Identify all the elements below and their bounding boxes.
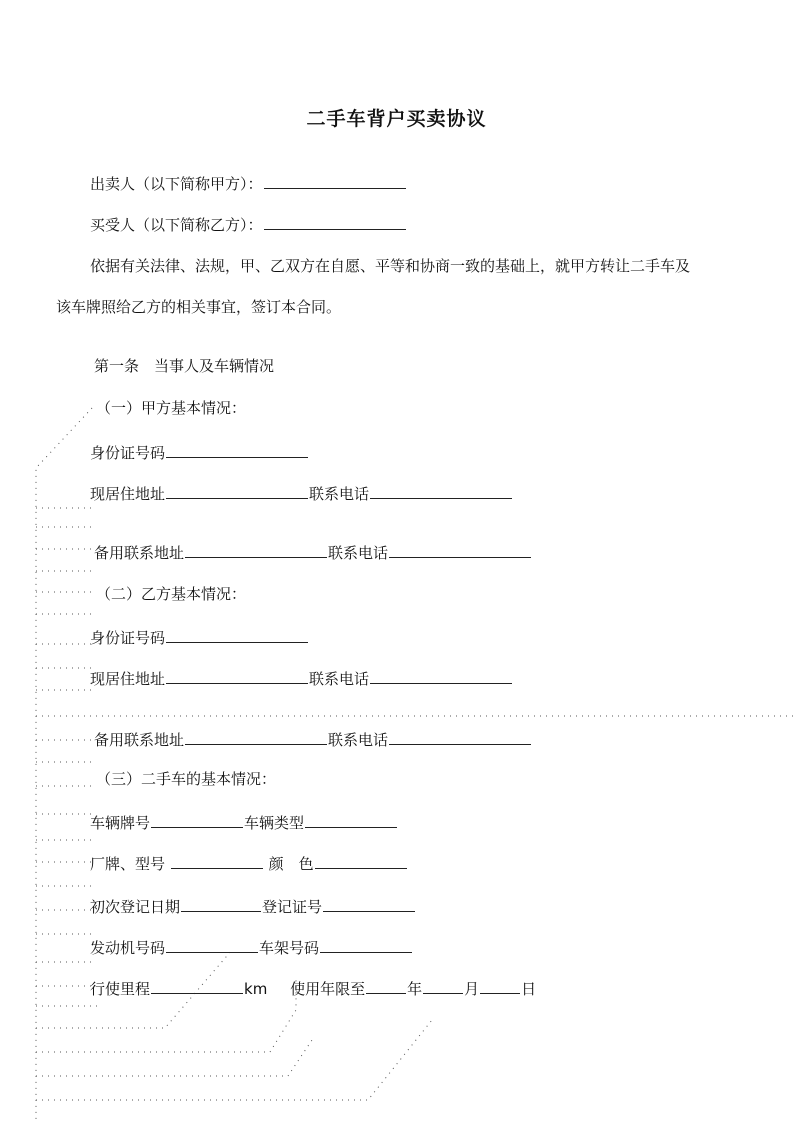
vehicle-frame-blank <box>320 936 412 953</box>
vehicle-type-blank <box>305 811 397 828</box>
party-a-id-label: 身份证号码 <box>90 444 166 462</box>
vehicle-brand-label: 厂牌、型号 <box>90 855 166 873</box>
vehicle-reg-date-label: 初次登记日期 <box>90 898 181 916</box>
usage-year-label: 年 <box>407 980 423 998</box>
usage-day-blank <box>480 977 520 994</box>
party-a-alt-address-label: 备用联系地址 <box>94 544 185 562</box>
party-b-address-blank <box>166 667 308 684</box>
intro-line-2: 该车牌照给乙方的相关事宜，签订本合同。 <box>56 298 342 316</box>
party-b-alt-phone-blank <box>389 728 531 745</box>
vehicle-engine-line <box>90 936 413 958</box>
usage-month-label: 月 <box>464 980 480 998</box>
vehicle-brand-blank <box>171 852 263 869</box>
vehicle-reg-cert-blank <box>323 895 415 912</box>
buyer-blank <box>264 213 406 230</box>
seller-line <box>90 172 407 194</box>
buyer-label: 买受人（以下简称乙方）： <box>90 216 263 234</box>
party-b-id-line <box>90 626 309 648</box>
party-a-address-line <box>90 482 513 504</box>
vehicle-mileage-unit: km <box>244 980 268 998</box>
vehicle-reg-line <box>90 895 416 917</box>
buyer-line <box>90 213 407 235</box>
seller-label: 出卖人（以下简称甲方）： <box>90 175 263 193</box>
vehicle-heading: （三）二手车的基本情况： <box>96 770 277 788</box>
party-a-alt-phone-blank <box>389 541 531 558</box>
vehicle-engine-blank <box>166 936 258 953</box>
intro-line-1: 依据有关法律、法规，甲、乙双方在自愿、平等和协商一致的基础上，就甲方转让二手车及 <box>90 257 691 275</box>
party-a-alt-phone-label: 联系电话 <box>328 544 389 562</box>
vehicle-mileage-blank <box>151 977 243 994</box>
party-b-heading: （二）乙方基本情况： <box>96 585 247 603</box>
seller-blank <box>264 172 406 189</box>
usage-day-label: 日 <box>521 980 537 998</box>
party-a-phone-label: 联系电话 <box>309 485 370 503</box>
party-b-address-line <box>90 667 513 689</box>
vehicle-reg-date-blank <box>181 895 261 912</box>
vehicle-type-label: 车辆类型 <box>244 814 305 832</box>
vehicle-brand-line <box>90 852 408 874</box>
party-a-address-label: 现居住地址 <box>90 485 166 503</box>
vehicle-plate-blank <box>151 811 243 828</box>
party-b-id-label: 身份证号码 <box>90 629 166 647</box>
party-b-phone-label: 联系电话 <box>309 670 370 688</box>
document-title: 二手车背户买卖协议 <box>306 108 487 130</box>
party-b-address-label: 现居住地址 <box>90 670 166 688</box>
vehicle-frame-label: 车架号码 <box>259 939 320 957</box>
vehicle-plate-label: 车辆牌号 <box>90 814 151 832</box>
vehicle-reg-cert-label: 登记证号 <box>262 898 323 916</box>
vehicle-color-label: 颜 色 <box>268 855 314 873</box>
party-b-id-blank <box>166 626 308 643</box>
article-1-heading: 第一条 当事人及车辆情况 <box>94 357 275 375</box>
party-a-id-line <box>90 441 309 463</box>
vehicle-color-blank <box>315 852 407 869</box>
party-a-phone-blank <box>370 482 512 499</box>
party-a-alt-address-line <box>94 541 532 563</box>
party-a-alt-address-blank <box>185 541 327 558</box>
vehicle-mileage-line <box>90 977 536 999</box>
vehicle-mileage-label: 行使里程 <box>90 980 151 998</box>
party-b-alt-address-label: 备用联系地址 <box>94 731 185 749</box>
usage-year-blank <box>366 977 406 994</box>
vehicle-engine-label: 发动机号码 <box>90 939 166 957</box>
vehicle-usage-limit-label: 使用年限至 <box>290 980 366 998</box>
vehicle-plate-line <box>90 811 398 833</box>
party-a-address-blank <box>166 482 308 499</box>
party-b-alt-address-line <box>94 728 532 750</box>
party-a-heading: （一）甲方基本情况： <box>96 399 247 417</box>
party-b-alt-address-blank <box>185 728 327 745</box>
party-b-phone-blank <box>370 667 512 684</box>
party-b-alt-phone-label: 联系电话 <box>328 731 389 749</box>
party-a-id-blank <box>166 441 308 458</box>
usage-month-blank <box>423 977 463 994</box>
